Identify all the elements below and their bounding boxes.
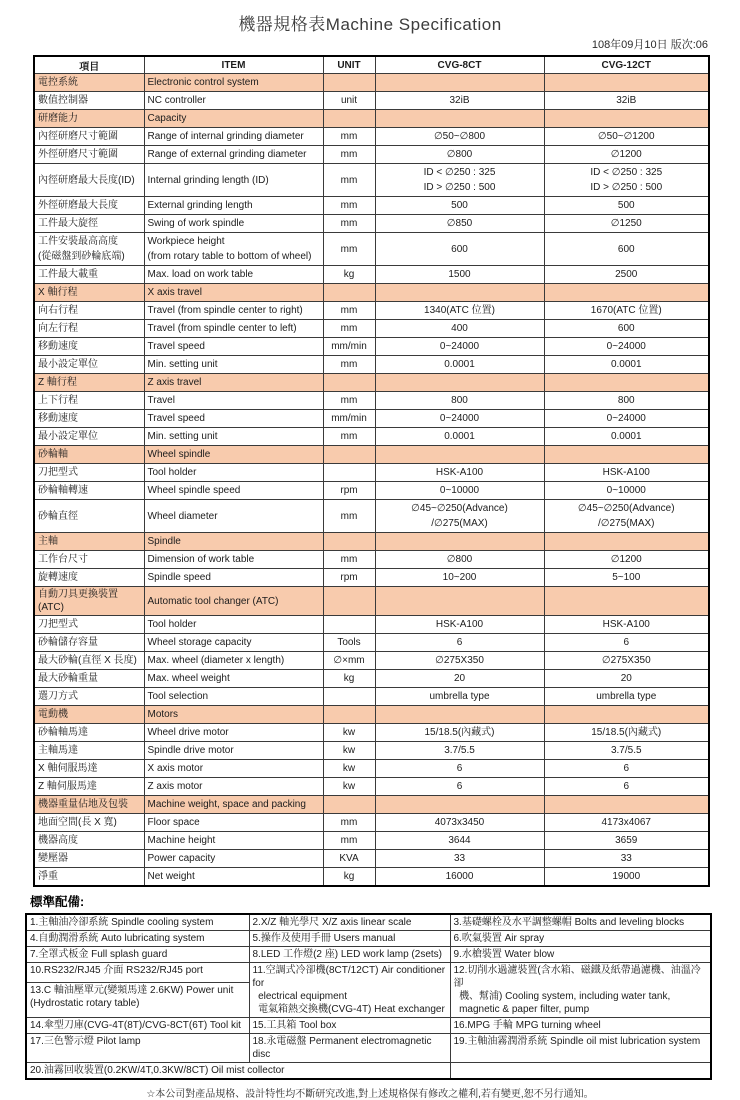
spec-row [34, 551, 709, 569]
value-cvg12ct: ∅1250 [544, 215, 709, 233]
section-row [34, 587, 709, 616]
value-cvg12ct: 6 [544, 778, 709, 796]
unit: kw [323, 742, 375, 760]
value-cvg8ct: 10~200 [375, 569, 544, 587]
value-cvg12ct: 600 [544, 320, 709, 338]
item-en: X axis travel [144, 284, 323, 302]
spec-row [34, 670, 709, 688]
section-row [34, 796, 709, 814]
value-cvg12ct [544, 374, 709, 392]
item-zh: 最小設定單位 [34, 356, 144, 374]
value-cvg8ct: 1340(ATC 位置) [375, 302, 544, 320]
item-zh: 工件安裝最高高度 (從磁盤到砂輪底端) [34, 233, 144, 266]
value-cvg8ct: ID < ∅250 : 325 ID > ∅250 : 500 [375, 164, 544, 197]
value-cvg8ct: 800 [375, 392, 544, 410]
item-zh: 研磨能力 [34, 110, 144, 128]
equipment-item: 3.基礎螺栓及水平調整螺帽 Bolts and leveling blocks [450, 914, 711, 931]
item-en: Power capacity [144, 850, 323, 868]
item-zh: 工件最大旋徑 [34, 215, 144, 233]
equipment-item: 13.C 軸油壓單元(變頻馬達 2.6KW) Power unit (Hydrostatic rotary table) [26, 982, 249, 1017]
value-cvg8ct: 6 [375, 760, 544, 778]
item-en: Travel (from spindle center to left) [144, 320, 323, 338]
item-zh: 砂輪直徑 [34, 500, 144, 533]
value-cvg8ct: 3644 [375, 832, 544, 850]
equipment-item: 5.操作及使用手冊 Users manual [249, 931, 450, 947]
unit [323, 74, 375, 92]
value-cvg8ct: ∅800 [375, 146, 544, 164]
item-en: Capacity [144, 110, 323, 128]
equipment-item: 9.水槍裝置 Water blow [450, 947, 711, 963]
item-en: Max. wheel (diameter x length) [144, 652, 323, 670]
value-cvg8ct [375, 446, 544, 464]
value-cvg8ct: umbrella type [375, 688, 544, 706]
item-zh: 機器高度 [34, 832, 144, 850]
unit: mm [323, 146, 375, 164]
item-en: Travel speed [144, 338, 323, 356]
item-zh: 向左行程 [34, 320, 144, 338]
value-cvg12ct: 20 [544, 670, 709, 688]
item-zh: 數值控制器 [34, 92, 144, 110]
value-cvg12ct: 600 [544, 233, 709, 266]
item-en: Wheel drive motor [144, 724, 323, 742]
item-en: Range of internal grinding diameter [144, 128, 323, 146]
item-zh: 最大砂輪重量 [34, 670, 144, 688]
unit: kw [323, 724, 375, 742]
unit: mm/min [323, 338, 375, 356]
value-cvg8ct [375, 533, 544, 551]
unit: kw [323, 760, 375, 778]
spec-row [34, 652, 709, 670]
page-title: 機器規格表Machine Specification [238, 15, 502, 34]
value-cvg8ct: 0~10000 [375, 482, 544, 500]
item-en: Tool holder [144, 464, 323, 482]
item-en: Min. setting unit [144, 428, 323, 446]
item-zh: 上下行程 [34, 392, 144, 410]
item-zh: 移動速度 [34, 338, 144, 356]
equipment-item: 11.空調式冷卻機(8CT/12CT) Air conditioner for electrical equipment 電氣箱熱交換機(CVG-4T) Heat exchanger [249, 963, 450, 1018]
value-cvg8ct: 1500 [375, 266, 544, 284]
unit [323, 533, 375, 551]
disclaimer-note: ☆本公司對產品規格、設計特性均不斷研究改進,對上述規格保有修改之權利,若有變更,恕不另行通知。 [146, 1089, 594, 1100]
value-cvg8ct: HSK-A100 [375, 464, 544, 482]
equipment-row [26, 931, 711, 947]
item-en: Min. setting unit [144, 356, 323, 374]
item-zh: 工件最大載重 [34, 266, 144, 284]
value-cvg8ct: 0~24000 [375, 338, 544, 356]
item-en: Range of external grinding diameter [144, 146, 323, 164]
value-cvg8ct: 20 [375, 670, 544, 688]
item-en: Floor space [144, 814, 323, 832]
spec-row [34, 742, 709, 760]
value-cvg12ct: 0.0001 [544, 428, 709, 446]
item-zh: 砂輪儲存容量 [34, 634, 144, 652]
item-zh: X 軸行程 [34, 284, 144, 302]
item-en: Tool holder [144, 616, 323, 634]
item-zh: 移動速度 [34, 410, 144, 428]
value-cvg8ct: 500 [375, 197, 544, 215]
spec-row [34, 778, 709, 796]
standard-equipment-table [25, 913, 712, 1080]
equipment-item: 20.油霧回收裝置(0.2KW/4T,0.3KW/8CT) Oil mist collector [26, 1063, 450, 1080]
value-cvg8ct: 600 [375, 233, 544, 266]
value-cvg8ct [375, 587, 544, 616]
item-zh: 最大砂輪(直徑 X 長度) [34, 652, 144, 670]
value-cvg12ct: HSK-A100 [544, 616, 709, 634]
unit [323, 706, 375, 724]
value-cvg12ct [544, 796, 709, 814]
unit [323, 616, 375, 634]
equipment-item: 16.MPG 手輪 MPG turning wheel [450, 1018, 711, 1034]
unit: mm [323, 164, 375, 197]
spec-row [34, 302, 709, 320]
section-row [34, 374, 709, 392]
equipment-item: 7.全罩式板金 Full splash guard [26, 947, 249, 963]
item-en: Machine weight, space and packing [144, 796, 323, 814]
item-zh: Z 軸行程 [34, 374, 144, 392]
section-row [34, 706, 709, 724]
equipment-item: 12.切削水過濾裝置(含水箱、磁鐵及紙帶過濾機、油溫冷卻 機、幫浦) Cooling system, including water tank, magnetic & paper filter, pump [450, 963, 711, 1018]
equipment-row [26, 1018, 711, 1034]
unit: kw [323, 778, 375, 796]
unit [323, 284, 375, 302]
unit: mm [323, 428, 375, 446]
section-row [34, 110, 709, 128]
item-zh: Z 軸伺服馬達 [34, 778, 144, 796]
equipment-row [26, 1063, 711, 1080]
item-en: Z axis travel [144, 374, 323, 392]
equipment-item: 4.自動潤滑系統 Auto lubricating system [26, 931, 249, 947]
spec-row [34, 197, 709, 215]
value-cvg12ct: 6 [544, 760, 709, 778]
value-cvg8ct: 0~24000 [375, 410, 544, 428]
unit [323, 374, 375, 392]
value-cvg12ct: 0~24000 [544, 338, 709, 356]
spec-row [34, 464, 709, 482]
equipment-row [26, 947, 711, 963]
unit: KVA [323, 850, 375, 868]
value-cvg12ct: 33 [544, 850, 709, 868]
spec-row [34, 92, 709, 110]
unit [323, 688, 375, 706]
item-zh: 變壓器 [34, 850, 144, 868]
equipment-row [26, 963, 711, 983]
value-cvg8ct: 32iB [375, 92, 544, 110]
equipment-item: 18.永電磁盤 Permanent electromagnetic disc [249, 1034, 450, 1063]
equipment-item [450, 1063, 711, 1080]
unit: ∅×mm [323, 652, 375, 670]
value-cvg12ct [544, 533, 709, 551]
item-en: Wheel diameter [144, 500, 323, 533]
unit [323, 587, 375, 616]
unit: mm [323, 233, 375, 266]
column-header-4: CVG-12CT [544, 56, 709, 74]
item-en: X axis motor [144, 760, 323, 778]
unit: mm [323, 832, 375, 850]
value-cvg12ct: 6 [544, 634, 709, 652]
item-zh: 電控系統 [34, 74, 144, 92]
spec-row [34, 233, 709, 266]
value-cvg8ct [375, 74, 544, 92]
spec-row [34, 616, 709, 634]
unit: rpm [323, 482, 375, 500]
spec-table [33, 55, 710, 887]
item-zh: 向右行程 [34, 302, 144, 320]
value-cvg12ct: umbrella type [544, 688, 709, 706]
spec-row [34, 128, 709, 146]
spec-header-row [34, 56, 709, 74]
spec-row [34, 356, 709, 374]
value-cvg12ct: ∅1200 [544, 146, 709, 164]
value-cvg12ct: 4173x4067 [544, 814, 709, 832]
unit: kg [323, 266, 375, 284]
spec-row [34, 392, 709, 410]
section-row [34, 74, 709, 92]
item-en: Wheel storage capacity [144, 634, 323, 652]
spec-row [34, 266, 709, 284]
value-cvg12ct [544, 587, 709, 616]
value-cvg8ct: ∅45~∅250(Advance) /∅275(MAX) [375, 500, 544, 533]
value-cvg12ct: ID < ∅250 : 325 ID > ∅250 : 500 [544, 164, 709, 197]
spec-row [34, 832, 709, 850]
item-en: Net weight [144, 868, 323, 887]
unit: mm [323, 302, 375, 320]
item-en: Automatic tool changer (ATC) [144, 587, 323, 616]
value-cvg8ct: 33 [375, 850, 544, 868]
spec-row [34, 338, 709, 356]
value-cvg8ct: ∅850 [375, 215, 544, 233]
value-cvg12ct: 5~100 [544, 569, 709, 587]
value-cvg8ct: 6 [375, 634, 544, 652]
revision-date: 108年09月10日 版次:06 [591, 39, 708, 51]
unit: mm [323, 320, 375, 338]
item-zh: 砂輪軸馬達 [34, 724, 144, 742]
value-cvg12ct: ∅45~∅250(Advance) /∅275(MAX) [544, 500, 709, 533]
spec-row [34, 164, 709, 197]
spec-row [34, 868, 709, 887]
value-cvg12ct: 19000 [544, 868, 709, 887]
item-en: Z axis motor [144, 778, 323, 796]
item-en: Dimension of work table [144, 551, 323, 569]
equipment-row [26, 1034, 711, 1063]
spec-row [34, 482, 709, 500]
value-cvg8ct: 6 [375, 778, 544, 796]
item-en: Tool selection [144, 688, 323, 706]
column-header-0: 項目 [34, 56, 144, 74]
unit: mm [323, 551, 375, 569]
item-en: Internal grinding length (ID) [144, 164, 323, 197]
item-en: Spindle [144, 533, 323, 551]
unit [323, 110, 375, 128]
value-cvg8ct: ∅800 [375, 551, 544, 569]
section-row [34, 446, 709, 464]
item-zh: 電動機 [34, 706, 144, 724]
value-cvg8ct: HSK-A100 [375, 616, 544, 634]
spec-row [34, 428, 709, 446]
unit: mm [323, 356, 375, 374]
spec-row [34, 215, 709, 233]
item-zh: 砂輪軸轉速 [34, 482, 144, 500]
spec-row [34, 320, 709, 338]
spec-row [34, 410, 709, 428]
item-en: External grinding length [144, 197, 323, 215]
section-row [34, 284, 709, 302]
spec-row [34, 146, 709, 164]
unit: mm [323, 197, 375, 215]
section-row [34, 533, 709, 551]
value-cvg8ct: 0.0001 [375, 428, 544, 446]
value-cvg8ct: 0.0001 [375, 356, 544, 374]
value-cvg12ct [544, 446, 709, 464]
spec-row [34, 760, 709, 778]
item-zh: 刀把型式 [34, 464, 144, 482]
equipment-item: 2.X/Z 軸光學尺 X/Z axis linear scale [249, 914, 450, 931]
equipment-item: 19.主軸油霧潤滑系統 Spindle oil mist lubrication system [450, 1034, 711, 1063]
value-cvg8ct [375, 284, 544, 302]
value-cvg8ct: ∅50~∅800 [375, 128, 544, 146]
item-en: Travel (from spindle center to right) [144, 302, 323, 320]
value-cvg12ct [544, 706, 709, 724]
spec-row [34, 814, 709, 832]
value-cvg12ct: 3.7/5.5 [544, 742, 709, 760]
item-zh: 砂輪軸 [34, 446, 144, 464]
value-cvg8ct [375, 374, 544, 392]
value-cvg12ct: ∅275X350 [544, 652, 709, 670]
equipment-item: 1.主軸油冷卻系統 Spindle cooling system [26, 914, 249, 931]
value-cvg8ct: 3.7/5.5 [375, 742, 544, 760]
value-cvg12ct [544, 284, 709, 302]
item-en: Wheel spindle speed [144, 482, 323, 500]
value-cvg8ct [375, 796, 544, 814]
item-zh: 機器重量佔地及包裝 [34, 796, 144, 814]
item-zh: 地面空間(長 X 寬) [34, 814, 144, 832]
value-cvg12ct: 0~24000 [544, 410, 709, 428]
item-zh: X 軸伺服馬達 [34, 760, 144, 778]
value-cvg8ct: 4073x3450 [375, 814, 544, 832]
item-zh: 選刀方式 [34, 688, 144, 706]
item-zh: 主軸馬達 [34, 742, 144, 760]
item-en: Spindle drive motor [144, 742, 323, 760]
value-cvg12ct: 0.0001 [544, 356, 709, 374]
equipment-item: 15.工具箱 Tool box [249, 1018, 450, 1034]
standard-equipment-heading: 標準配備: [30, 895, 85, 909]
unit: kg [323, 670, 375, 688]
item-zh: 工作台尺寸 [34, 551, 144, 569]
item-en: Max. wheel weight [144, 670, 323, 688]
unit [323, 446, 375, 464]
item-zh: 最小設定單位 [34, 428, 144, 446]
value-cvg8ct: 15/18.5(內藏式) [375, 724, 544, 742]
item-en: Wheel spindle [144, 446, 323, 464]
value-cvg8ct: ∅275X350 [375, 652, 544, 670]
spec-row [34, 634, 709, 652]
value-cvg12ct: ∅50~∅1200 [544, 128, 709, 146]
item-en: NC controller [144, 92, 323, 110]
column-header-1: ITEM [144, 56, 323, 74]
unit: mm [323, 128, 375, 146]
item-en: Travel [144, 392, 323, 410]
unit: mm [323, 500, 375, 533]
spec-row [34, 569, 709, 587]
item-zh: 旋轉速度 [34, 569, 144, 587]
item-zh: 外徑研磨最大長度 [34, 197, 144, 215]
unit [323, 464, 375, 482]
unit: Tools [323, 634, 375, 652]
item-en: Swing of work spindle [144, 215, 323, 233]
item-en: Machine height [144, 832, 323, 850]
column-header-3: CVG-8CT [375, 56, 544, 74]
item-en: Travel speed [144, 410, 323, 428]
spec-row [34, 500, 709, 533]
equipment-row [26, 914, 711, 931]
value-cvg12ct: 3659 [544, 832, 709, 850]
unit: mm [323, 215, 375, 233]
item-en: Motors [144, 706, 323, 724]
value-cvg12ct: 1670(ATC 位置) [544, 302, 709, 320]
item-zh: 外徑研磨尺寸範圍 [34, 146, 144, 164]
value-cvg8ct: 16000 [375, 868, 544, 887]
column-header-2: UNIT [323, 56, 375, 74]
value-cvg12ct: 500 [544, 197, 709, 215]
unit: unit [323, 92, 375, 110]
value-cvg12ct: 32iB [544, 92, 709, 110]
value-cvg12ct: 2500 [544, 266, 709, 284]
item-zh: 自動刀具更換裝置(ATC) [34, 587, 144, 616]
item-zh: 淨重 [34, 868, 144, 887]
item-zh: 刀把型式 [34, 616, 144, 634]
equipment-item: 14.傘型刀庫(CVG-4T(8T)/CVG-8CT(6T) Tool kit [26, 1018, 249, 1034]
value-cvg12ct [544, 74, 709, 92]
equipment-item: 10.RS232/RJ45 介面 RS232/RJ45 port [26, 963, 249, 983]
value-cvg12ct: 800 [544, 392, 709, 410]
value-cvg12ct: 0~10000 [544, 482, 709, 500]
value-cvg8ct [375, 706, 544, 724]
item-en: Spindle speed [144, 569, 323, 587]
spec-row [34, 688, 709, 706]
unit: rpm [323, 569, 375, 587]
spec-row [34, 850, 709, 868]
value-cvg8ct [375, 110, 544, 128]
unit: mm [323, 814, 375, 832]
unit: mm [323, 392, 375, 410]
equipment-item: 6.吹氣裝置 Air spray [450, 931, 711, 947]
equipment-item: 8.LED 工作燈(2 座) LED work lamp (2sets) [249, 947, 450, 963]
item-zh: 內徑研磨尺寸範圍 [34, 128, 144, 146]
unit [323, 796, 375, 814]
spec-row [34, 724, 709, 742]
value-cvg12ct [544, 110, 709, 128]
item-en: Electronic control system [144, 74, 323, 92]
value-cvg12ct: ∅1200 [544, 551, 709, 569]
value-cvg8ct: 400 [375, 320, 544, 338]
item-en: Workpiece height (from rotary table to bottom of wheel) [144, 233, 323, 266]
item-en: Max. load on work table [144, 266, 323, 284]
value-cvg12ct: HSK-A100 [544, 464, 709, 482]
item-zh: 主軸 [34, 533, 144, 551]
unit: mm/min [323, 410, 375, 428]
unit: kg [323, 868, 375, 887]
item-zh: 內徑研磨最大長度(ID) [34, 164, 144, 197]
value-cvg12ct: 15/18.5(內藏式) [544, 724, 709, 742]
equipment-item: 17.三色警示燈 Pilot lamp [26, 1034, 249, 1063]
